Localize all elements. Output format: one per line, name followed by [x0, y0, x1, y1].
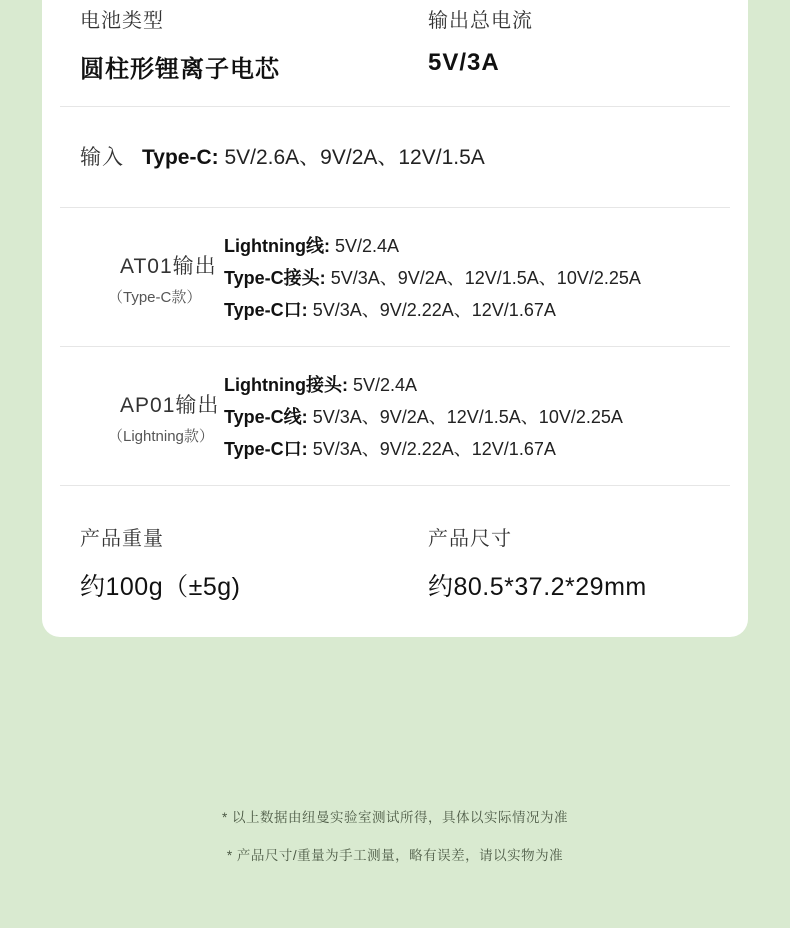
output-at01-title: AT01输出 — [120, 254, 217, 278]
output-line-value: 5V/3A、9V/2A、12V/1.5A、10V/2.25A — [312, 407, 623, 427]
spec-weight-label: 产品重量 — [80, 528, 164, 550]
footnote-1: * 以上数据由纽曼实验室测试所得，具体以实际情况为准 — [221, 810, 568, 825]
spec-total-output — [414, 4, 714, 84]
spec-total-output-label: 输出总电流 — [428, 10, 533, 32]
spec-size-value: 约80.5*37.2*29mm — [428, 573, 647, 601]
input-value — [142, 141, 485, 171]
output-line — [224, 369, 748, 401]
spec-row-input — [42, 107, 748, 207]
output-ap01-subtitle: （Lightning款） — [108, 427, 214, 445]
spec-battery — [42, 4, 414, 84]
input-label: 输入 — [80, 146, 124, 169]
output-line — [224, 262, 748, 294]
spec-battery-label: 电池类型 — [80, 10, 164, 32]
output-line-label: Type-C线: — [224, 407, 308, 427]
output-line-value: 5V/2.4A — [334, 236, 400, 256]
output-line — [224, 294, 748, 326]
spec-card — [42, 0, 748, 637]
spec-size-label: 产品尺寸 — [428, 528, 512, 550]
spec-row-top — [42, 0, 748, 106]
output-line-value: 5V/3A、9V/2.22A、12V/1.67A — [312, 300, 556, 320]
output-line-label: Type-C口: — [224, 300, 308, 320]
spec-row-bottom — [42, 486, 748, 613]
output-line-value: 5V/3A、9V/2.22A、12V/1.67A — [312, 439, 556, 459]
input-value-text: 5V/2.6A、9V/2A、12V/1.5A — [224, 146, 485, 169]
spec-battery-value: 圆柱形锂离子电芯 — [80, 56, 280, 83]
output-line-label: Type-C接头: — [224, 268, 326, 288]
output-line-value: 5V/2.4A — [352, 375, 418, 395]
spec-weight-value: 约100g（±5g) — [80, 573, 241, 601]
output-line-label: Lightning接头: — [224, 375, 348, 395]
output-line — [224, 433, 748, 465]
spec-total-output-value: 5V/3A — [428, 49, 500, 76]
spec-row-output-ap01 — [42, 347, 748, 485]
spec-weight — [42, 522, 414, 603]
output-line-label: Type-C口: — [224, 439, 308, 459]
output-at01-lines — [222, 230, 748, 326]
output-line — [224, 401, 748, 433]
output-ap01-heading — [42, 389, 222, 446]
output-ap01-title: AP01输出 — [120, 393, 220, 417]
output-at01-subtitle: （Type-C款） — [108, 288, 202, 306]
spec-row-output-at01 — [42, 208, 748, 346]
output-ap01-lines — [222, 369, 748, 465]
input-value-bold: Type-C: — [142, 146, 219, 169]
output-line — [224, 230, 748, 262]
footnote-2: * 产品尺寸/重量为手工测量，略有误差，请以实物为准 — [226, 848, 564, 863]
spec-size — [414, 522, 734, 603]
footnotes — [0, 806, 790, 882]
output-at01-heading — [42, 250, 222, 307]
output-line-value: 5V/3A、9V/2A、12V/1.5A、10V/2.25A — [330, 268, 641, 288]
output-line-label: Lightning线: — [224, 236, 330, 256]
